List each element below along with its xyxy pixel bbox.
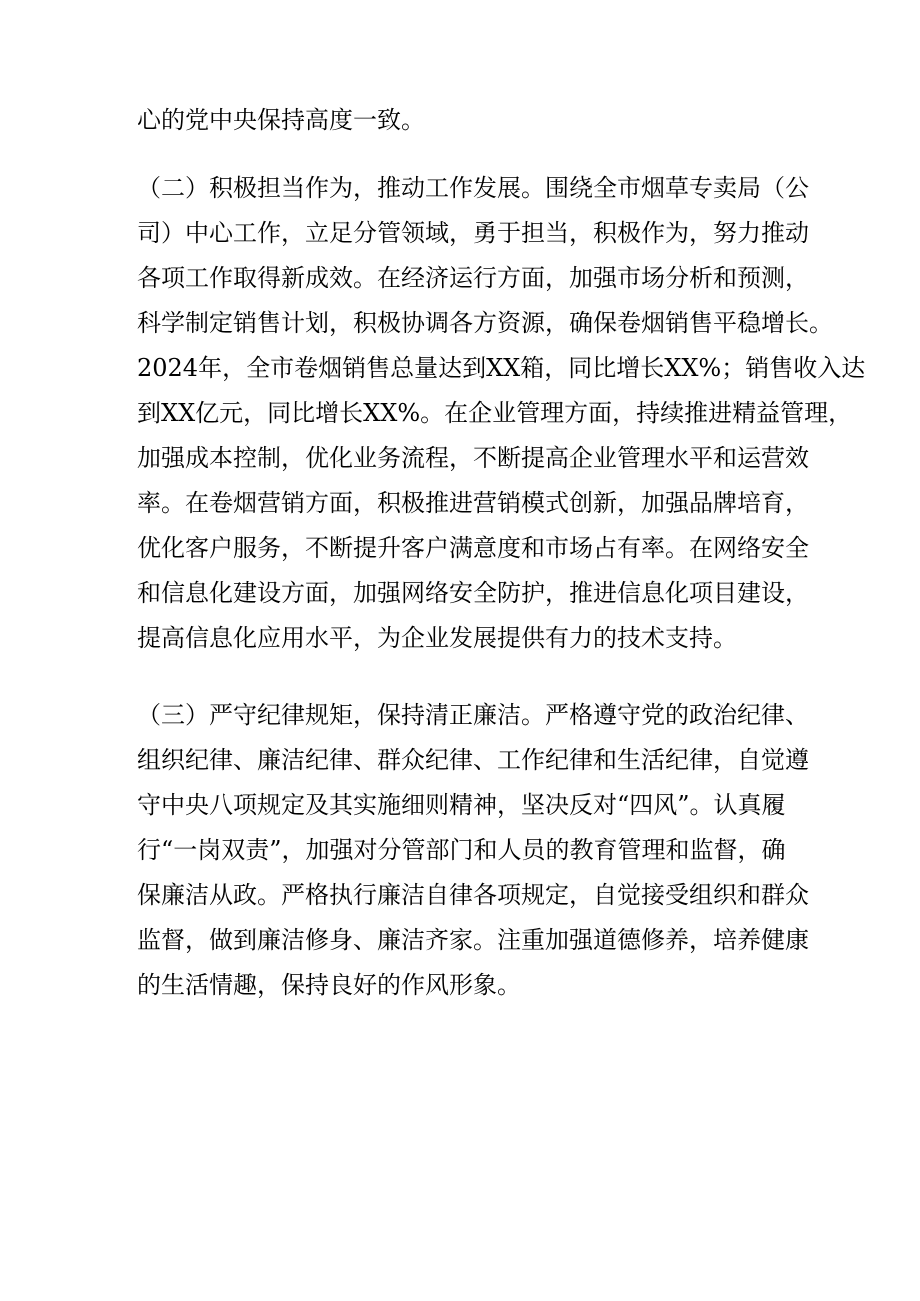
- text-line: 组织纪律、廉洁纪律、群众纪律、工作纪律和生活纪律，自觉遵: [137, 746, 809, 774]
- text-line: 和信息化建设方面，加强网络安全防护，推进信息化项目建设，: [137, 579, 809, 607]
- text-line: 司）中心工作，立足分管领域，勇于担当，积极作为，努力推动: [137, 219, 809, 247]
- text-line: 各项工作取得新成效。在经济运行方面，加强市场分析和预测，: [137, 264, 809, 292]
- text-line: 加强成本控制，优化业务流程，不断提高企业管理水平和运营效: [137, 444, 809, 472]
- text-line: 监督，做到廉洁修身、廉洁齐家。注重加强道德修养，培养健康: [137, 926, 809, 954]
- text-line: 心的党中央保持高度一致。: [137, 106, 425, 134]
- text-line: 提高信息化应用水平，为企业发展提供有力的技术支持。: [137, 624, 737, 652]
- text-line: 科学制定销售计划，积极协调各方资源，确保卷烟销售平稳增长。: [137, 309, 833, 337]
- text-line: 率。在卷烟营销方面，积极推进营销模式创新，加强品牌培育，: [137, 489, 809, 517]
- text-line: （二）积极担当作为，推动工作发展。围绕全市烟草专卖局（公: [137, 174, 809, 202]
- text-line: 行“一岗双责”，加强对分管部门和人员的教育管理和监督，确: [137, 836, 786, 864]
- text-line: （三）严守纪律规矩，保持清正廉洁。严格遵守党的政治纪律、: [137, 701, 809, 729]
- text-line: 2024年，全市卷烟销售总量达到XX箱，同比增长XX%；销售收入达: [137, 354, 866, 382]
- text-line: 优化客户服务，不断提升客户满意度和市场占有率。在网络安全: [137, 534, 809, 562]
- text-line: 守中央八项规定及其实施细则精神，坚决反对“四风”。认真履: [137, 791, 786, 819]
- text-line: 的生活情趣，保持良好的作风形象。: [137, 971, 521, 999]
- text-line: 保廉洁从政。严格执行廉洁自律各项规定，自觉接受组织和群众: [137, 881, 809, 909]
- text-line: 到XX亿元，同比增长XX%。在企业管理方面，持续推进精益管理，: [137, 399, 853, 427]
